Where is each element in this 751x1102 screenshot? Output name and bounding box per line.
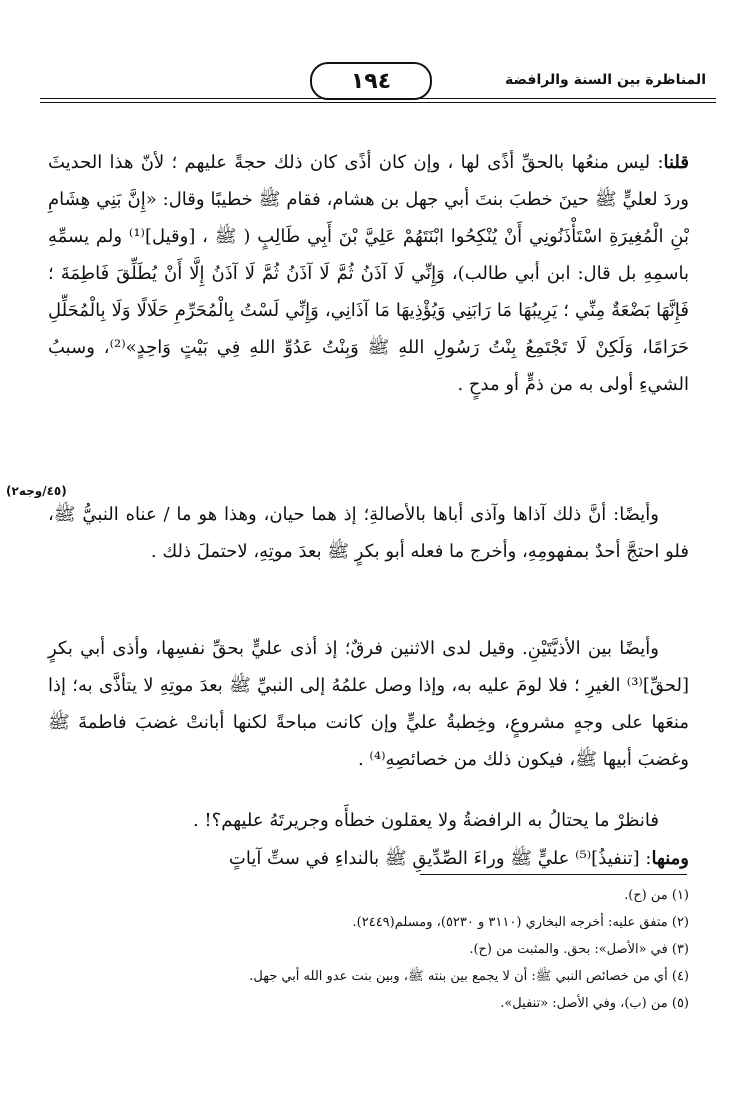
paragraph-1-lead: قلنا bbox=[663, 152, 689, 173]
footnote-item: (٤) أي من خصائص النبي ﷺ: أن لا يجمع بين بنته ﷺ، وبين بنت عدو الله أبي جهل. bbox=[249, 969, 689, 984]
running-title: المناظرة بين السنة والرافضة bbox=[505, 72, 706, 88]
header-rule-second bbox=[40, 102, 716, 103]
footnote-item: (٣) في «الأصل»: بحق. والمثبت من (ح). bbox=[469, 942, 689, 957]
header-rule bbox=[40, 98, 716, 99]
footnote-item: (٥) من (ب)، وفي الأصل: «تنفيل». bbox=[500, 996, 689, 1011]
paragraph-5 bbox=[48, 840, 689, 877]
margin-note: (٤٥/وجه٢) bbox=[6, 484, 67, 498]
paragraph-3: وأيضًا بين الأذيَّتَيْنِ. وقيل لدى الاثنين فرقٌ؛ إذ أذى عليٍّ بحقِّ نفسِها، وأذى أبي بكرٍ [لحقِّ]⁽³⁾ الغيرِ ؛ فلا لومَ عليه به، وإذا وصل علمُهُ إلى النبيِّ ﷺ بعدَ موتِهِ لا يتأذَّى به؛ إذا منعَها على وجهٍ مشروعٍ، وخِطبةُ عليٍّ وإن كانت مباحةً لكنها أبانتْ غضبَ فاطمةَ ﷺ وغضبَ أبيها ﷺ، فيكون ذلك من خصائصِهِ⁽⁴⁾ . bbox=[48, 638, 689, 770]
paragraph-2: وأيضًا: أنَّ ذلك آذاها وآذى أباها بالأصالةِ؛ إذ هما حيان، وهذا هو ما / عناه النبيُّ ﷺ، فلو احتجَّ أحدٌ بمفهومِهِ، وأخرج ما فعله أبو بكرٍ ﷺ بعدَ موتِهِ، لاحتملَ ذلك . bbox=[48, 504, 689, 562]
footnote-divider bbox=[420, 874, 687, 875]
footnote-item: (١) من (ح). bbox=[624, 888, 689, 903]
paragraph-4: فانظرْ ما يحتالُ به الرافضةُ ولا يعقلون خطأَه وجريرتَهُ عليهم؟! . bbox=[192, 810, 659, 831]
page-header bbox=[40, 58, 716, 108]
paragraph-5-lead: ومنها bbox=[651, 848, 689, 869]
paragraph-1-text: : ليس منعُها بالحقِّ أذًى لها ، وإن كان أذًى كان ذلك حجةً عليهم ؛ لأنّ هذا الحديثَ وردَ لعليٍّ ﷺ حينَ خطبَ بنتَ أبي جهل بن هشام، فقام ﷺ خطيبًا وقال: «إِنَّ بَنِي هِشَامِ بْنِ الْمُغِيرَةِ اسْتَأْذَنُونِي أَنْ يُنْكِحُوا ابْنَتَهُمْ عَلِيَّ بْنَ أَبِي طَالِبٍ ( ﷺ ، [وقيل]⁽¹⁾ ولم يسمِّهِ باسمِهِ بل قال: ابن أبي طالب)، وَإِنِّي لَا آذَنُ ثُمَّ لَا آذَنُ ثُمَّ لَا آذَنُ إِلَّا أَنْ يُطَلِّقَ فَاطِمَةَ ؛ فَإِنَّهَا بَضْعَةٌ مِنِّي ؛ يَرِيبُهَا مَا رَابَنِي وَيُؤْذِيهَا مَا آذَانِي، وَإِنِّي لَسْتُ بِالْمُحَرِّمِ حَلَالًا وَلَا بِالْمُحَلِّلِ حَرَامًا، وَلَكِنْ لَا تَجْتَمِعُ بِنْتُ رَسُولِ اللهِ ﷺ وَبِنْتُ عَدُوِّ اللهِ فِي بَيْتٍ وَاحِدٍ»⁽²⁾، وسببُ الشيءِ أولى به من ذمٍّ أو مدحٍ . bbox=[48, 152, 689, 395]
paragraph-5-text: : [تنفيذُ]⁽⁵⁾ عليٍّ ﷺ وراءَ الصِّدِّيقِ ﷺ بالنداءِ في ستِّ آياتٍ bbox=[228, 848, 652, 869]
footnote-item: (٢) متفق عليه: أخرجه البخاري (٣١١٠ و ٥٢٣٠)، ومسلم(٢٤٤٩). bbox=[352, 915, 689, 930]
page-number: ١٩٤ bbox=[310, 62, 432, 100]
footnotes bbox=[40, 882, 689, 1017]
paragraph-1 bbox=[48, 144, 689, 403]
